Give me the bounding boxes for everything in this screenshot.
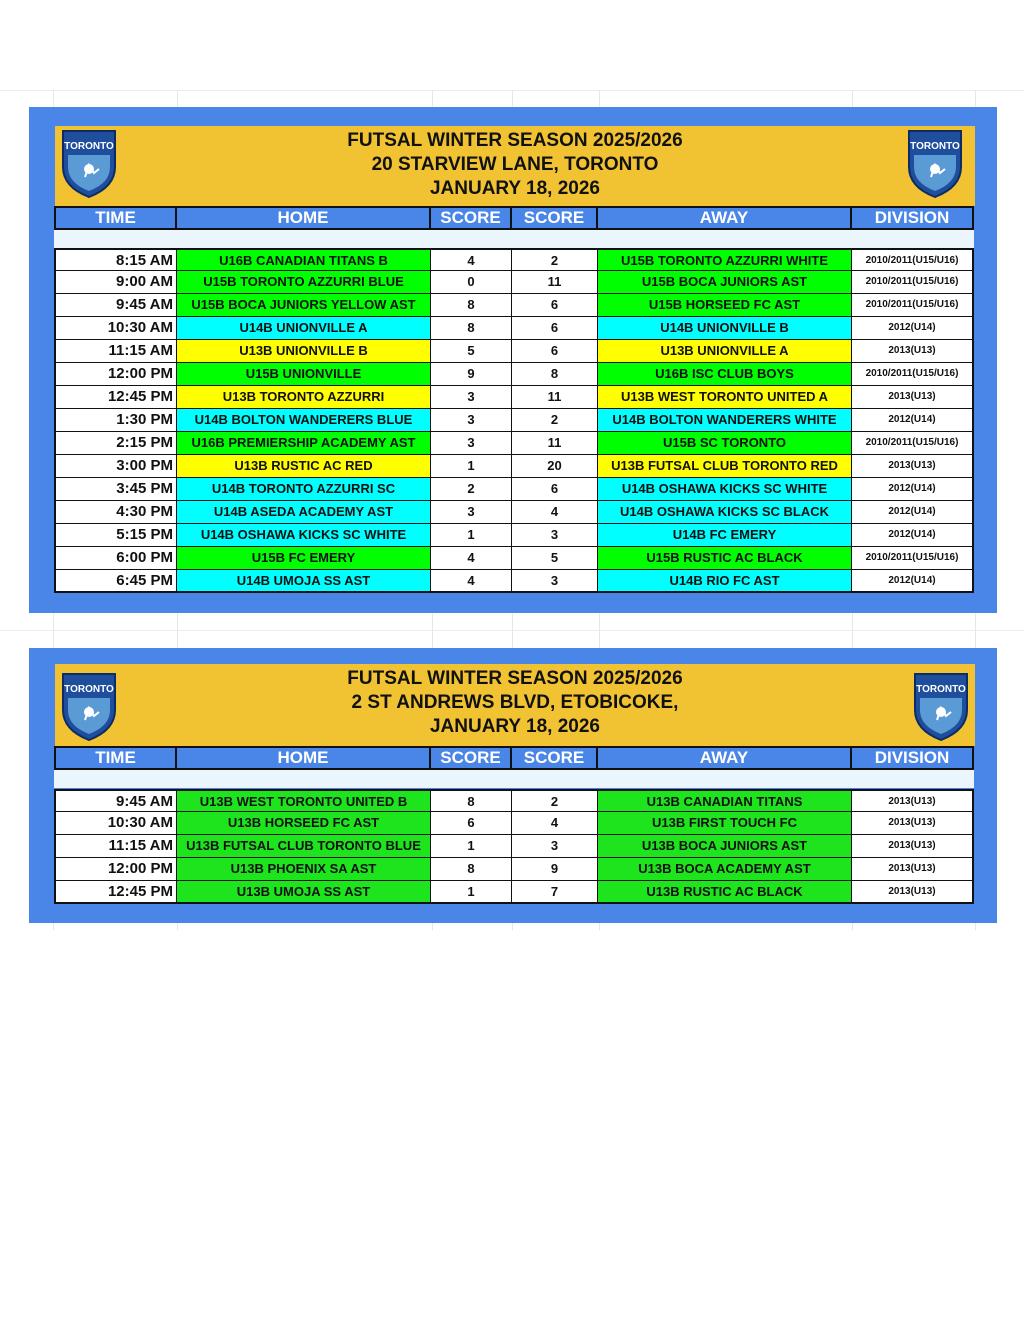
away-team: U13B BOCA ACADEMY AST: [598, 858, 852, 881]
away-score: 2: [512, 248, 598, 271]
schedule-banner: [55, 126, 975, 206]
home-team: U13B PHOENIX SA AST: [177, 858, 431, 881]
home-score: 3: [431, 386, 512, 409]
home-team: U13B UMOJA SS AST: [177, 881, 431, 904]
away-team: U14B BOLTON WANDERERS WHITE: [598, 409, 852, 432]
away-score: 7: [512, 881, 598, 904]
table-row: [54, 317, 974, 340]
home-score: 8: [431, 789, 512, 812]
home-score: 5: [431, 340, 512, 363]
game-time: 1:30 PM: [54, 409, 177, 432]
away-score: 6: [512, 478, 598, 501]
column-header-division: DIVISION: [852, 206, 974, 230]
division: 2013(U13): [852, 881, 974, 904]
table-row: [54, 478, 974, 501]
column-header-score-home: SCORE: [431, 206, 512, 230]
home-team: U15B TORONTO AZZURRI BLUE: [177, 271, 431, 294]
division: 2012(U14): [852, 501, 974, 524]
home-team: U16B PREMIERSHIP ACADEMY AST: [177, 432, 431, 455]
home-team: U13B FUTSAL CLUB TORONTO BLUE: [177, 835, 431, 858]
grid-line: [0, 630, 1024, 631]
table-row: [54, 432, 974, 455]
table-row: [54, 881, 974, 904]
away-score: 11: [512, 432, 598, 455]
game-time: 10:30 AM: [54, 812, 177, 835]
home-score: 3: [431, 432, 512, 455]
away-team: U15B BOCA JUNIORS AST: [598, 271, 852, 294]
game-time: 5:15 PM: [54, 524, 177, 547]
game-time: 9:45 AM: [54, 294, 177, 317]
game-time: 11:15 AM: [54, 340, 177, 363]
home-score: 1: [431, 524, 512, 547]
schedule-banner: [55, 664, 975, 746]
table-row: [54, 409, 974, 432]
table-row: [54, 524, 974, 547]
away-team: U13B FIRST TOUCH FC: [598, 812, 852, 835]
table-row: [54, 858, 974, 881]
away-team: U14B OSHAWA KICKS SC WHITE: [598, 478, 852, 501]
home-score: 3: [431, 409, 512, 432]
away-score: 5: [512, 547, 598, 570]
column-header-time: TIME: [54, 746, 177, 770]
table-row: [54, 501, 974, 524]
table-row: [54, 340, 974, 363]
table-row: [54, 363, 974, 386]
venue-address: 20 STARVIEW LANE, TORONTO: [371, 154, 659, 175]
division: 2012(U14): [852, 524, 974, 547]
home-team: U14B BOLTON WANDERERS BLUE: [177, 409, 431, 432]
table-row: [54, 386, 974, 409]
home-score: 1: [431, 881, 512, 904]
division: 2012(U14): [852, 478, 974, 501]
away-score: 3: [512, 570, 598, 593]
table-row: [54, 835, 974, 858]
game-time: 12:45 PM: [54, 881, 177, 904]
away-score: 4: [512, 812, 598, 835]
logo-wordmark: TORONTO: [916, 684, 966, 695]
division: 2010/2011(U15/U16): [852, 432, 974, 455]
away-score: 4: [512, 501, 598, 524]
column-header-home: HOME: [177, 746, 431, 770]
table-row: [54, 570, 974, 593]
away-score: 9: [512, 858, 598, 881]
game-time: 12:45 PM: [54, 386, 177, 409]
home-team: U13B WEST TORONTO UNITED B: [177, 789, 431, 812]
season-title: FUTSAL WINTER SEASON 2025/2026: [347, 668, 683, 689]
home-score: 1: [431, 835, 512, 858]
away-team: U13B UNIONVILLE A: [598, 340, 852, 363]
games-table: [54, 789, 974, 904]
game-time: 9:45 AM: [54, 789, 177, 812]
home-score: 4: [431, 547, 512, 570]
home-score: 0: [431, 271, 512, 294]
column-header-score-away: SCORE: [512, 206, 598, 230]
away-score: 11: [512, 386, 598, 409]
away-team: U14B FC EMERY: [598, 524, 852, 547]
away-team: U13B RUSTIC AC BLACK: [598, 881, 852, 904]
home-team: U14B TORONTO AZZURRI SC: [177, 478, 431, 501]
event-date: JANUARY 18, 2026: [429, 178, 601, 199]
away-team: U15B SC TORONTO: [598, 432, 852, 455]
column-header-division: DIVISION: [852, 746, 974, 770]
division: 2013(U13): [852, 455, 974, 478]
game-time: 11:15 AM: [54, 835, 177, 858]
home-team: U14B OSHAWA KICKS SC WHITE: [177, 524, 431, 547]
away-score: 2: [512, 789, 598, 812]
home-score: 8: [431, 317, 512, 340]
table-row: [54, 812, 974, 835]
away-score: 3: [512, 524, 598, 547]
column-header-home: HOME: [177, 206, 431, 230]
home-score: 3: [431, 501, 512, 524]
game-time: 8:15 AM: [54, 248, 177, 271]
home-team: U14B UNIONVILLE A: [177, 317, 431, 340]
away-team: U13B CANADIAN TITANS: [598, 789, 852, 812]
division: 2013(U13): [852, 835, 974, 858]
division: 2010/2011(U15/U16): [852, 547, 974, 570]
away-score: 20: [512, 455, 598, 478]
division: 2013(U13): [852, 789, 974, 812]
away-team: U16B ISC CLUB BOYS: [598, 363, 852, 386]
game-time: 3:00 PM: [54, 455, 177, 478]
home-team: U13B HORSEED FC AST: [177, 812, 431, 835]
table-row: [54, 271, 974, 294]
toronto-shield-icon: [59, 670, 119, 742]
home-team: U14B UMOJA SS AST: [177, 570, 431, 593]
home-score: 8: [431, 294, 512, 317]
table-row: [54, 294, 974, 317]
season-title: FUTSAL WINTER SEASON 2025/2026: [347, 130, 683, 151]
away-score: 6: [512, 294, 598, 317]
division: 2013(U13): [852, 386, 974, 409]
table-header: [54, 206, 974, 230]
away-team: U15B RUSTIC AC BLACK: [598, 547, 852, 570]
game-time: 12:00 PM: [54, 858, 177, 881]
away-score: 6: [512, 317, 598, 340]
away-team: U14B UNIONVILLE B: [598, 317, 852, 340]
venue-address: 2 ST ANDREWS BLVD, ETOBICOKE,: [351, 692, 679, 713]
home-score: 9: [431, 363, 512, 386]
away-team: U15B TORONTO AZZURRI WHITE: [598, 248, 852, 271]
game-time: 3:45 PM: [54, 478, 177, 501]
logo-wordmark: TORONTO: [64, 684, 114, 695]
game-time: 9:00 AM: [54, 271, 177, 294]
game-time: 6:45 PM: [54, 570, 177, 593]
toronto-shield-icon: [59, 127, 119, 199]
division: 2013(U13): [852, 812, 974, 835]
toronto-shield-icon: [911, 670, 971, 742]
division: 2010/2011(U15/U16): [852, 363, 974, 386]
column-header-time: TIME: [54, 206, 177, 230]
game-time: 10:30 AM: [54, 317, 177, 340]
header-spacer: [54, 230, 974, 248]
table-row: [54, 455, 974, 478]
game-time: 2:15 PM: [54, 432, 177, 455]
game-time: 4:30 PM: [54, 501, 177, 524]
division: 2012(U14): [852, 570, 974, 593]
column-header-score-away: SCORE: [512, 746, 598, 770]
column-header-away: AWAY: [598, 746, 852, 770]
home-team: U15B FC EMERY: [177, 547, 431, 570]
grid-line: [0, 90, 1024, 91]
schedule-panel-etobicoke: [29, 648, 997, 923]
division: 2013(U13): [852, 858, 974, 881]
home-score: 1: [431, 455, 512, 478]
away-team: U14B OSHAWA KICKS SC BLACK: [598, 501, 852, 524]
division: 2012(U14): [852, 409, 974, 432]
away-team: U13B FUTSAL CLUB TORONTO RED: [598, 455, 852, 478]
home-score: 4: [431, 570, 512, 593]
division: 2012(U14): [852, 317, 974, 340]
home-score: 2: [431, 478, 512, 501]
column-header-away: AWAY: [598, 206, 852, 230]
home-team: U13B TORONTO AZZURRI: [177, 386, 431, 409]
table-row: [54, 547, 974, 570]
home-score: 6: [431, 812, 512, 835]
table-row: [54, 789, 974, 812]
away-score: 2: [512, 409, 598, 432]
game-time: 6:00 PM: [54, 547, 177, 570]
home-team: U16B CANADIAN TITANS B: [177, 248, 431, 271]
division: 2010/2011(U15/U16): [852, 294, 974, 317]
table-header: [54, 746, 974, 770]
away-team: U13B BOCA JUNIORS AST: [598, 835, 852, 858]
away-team: U15B HORSEED FC AST: [598, 294, 852, 317]
game-time: 12:00 PM: [54, 363, 177, 386]
division: 2010/2011(U15/U16): [852, 248, 974, 271]
away-score: 3: [512, 835, 598, 858]
column-header-score-home: SCORE: [431, 746, 512, 770]
home-team: U14B ASEDA ACADEMY AST: [177, 501, 431, 524]
table-row: [54, 248, 974, 271]
logo-wordmark: TORONTO: [64, 141, 114, 152]
away-score: 8: [512, 363, 598, 386]
away-team: U14B RIO FC AST: [598, 570, 852, 593]
division: 2010/2011(U15/U16): [852, 271, 974, 294]
home-team: U13B RUSTIC AC RED: [177, 455, 431, 478]
home-team: U15B BOCA JUNIORS YELLOW AST: [177, 294, 431, 317]
header-spacer: [54, 770, 974, 788]
home-score: 4: [431, 248, 512, 271]
home-score: 8: [431, 858, 512, 881]
toronto-shield-icon: [905, 127, 965, 199]
home-team: U15B UNIONVILLE: [177, 363, 431, 386]
division: 2013(U13): [852, 340, 974, 363]
away-score: 6: [512, 340, 598, 363]
logo-wordmark: TORONTO: [910, 141, 960, 152]
schedule-panel-starview: [29, 107, 997, 613]
games-table: [54, 248, 974, 593]
away-score: 11: [512, 271, 598, 294]
away-team: U13B WEST TORONTO UNITED A: [598, 386, 852, 409]
home-team: U13B UNIONVILLE B: [177, 340, 431, 363]
event-date: JANUARY 18, 2026: [429, 716, 601, 737]
